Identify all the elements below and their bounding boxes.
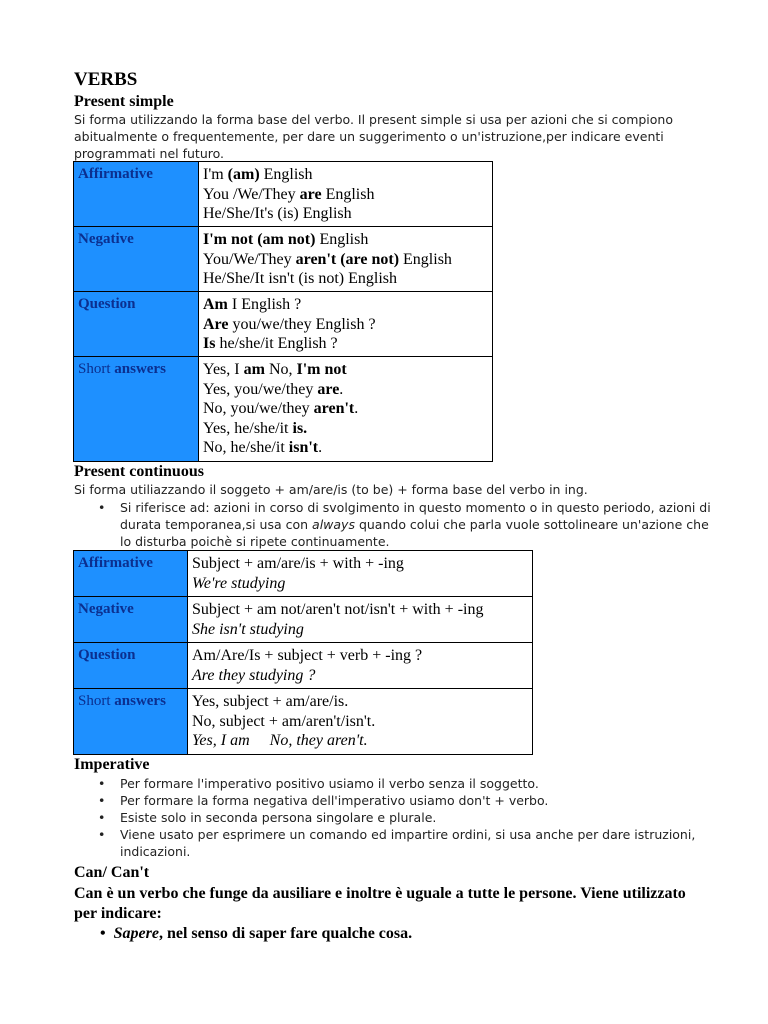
text: Subject + am/are/is + with + -ing bbox=[192, 555, 404, 572]
row-label-question: Question bbox=[74, 292, 199, 357]
page-title: VERBS bbox=[74, 69, 138, 90]
text: is. bbox=[292, 419, 308, 437]
text: Yes, I bbox=[203, 361, 244, 378]
can-bullet bbox=[100, 924, 412, 944]
row-label-question: Question bbox=[74, 643, 188, 689]
row-value-question bbox=[199, 292, 493, 357]
row-value-question bbox=[188, 643, 533, 689]
list-item bbox=[74, 809, 714, 826]
text: Subject + am not/aren't not/isn't + with + -ing bbox=[192, 601, 484, 618]
present-simple-heading: Present simple bbox=[74, 93, 174, 110]
text: answers bbox=[114, 361, 166, 377]
bullet-icon: • bbox=[98, 827, 106, 842]
table-row bbox=[74, 357, 493, 462]
text: Are they studying ? bbox=[192, 666, 316, 684]
text: Yes, you/we/they bbox=[203, 380, 318, 398]
text: Am/Are/Is + subject + verb + -ing ? bbox=[192, 647, 423, 664]
imperative-heading: Imperative bbox=[74, 756, 150, 773]
text: Viene usato per esprimere un comando ed impartire ordini, si usa anche per dare istruzioni, indicazioni. bbox=[120, 827, 696, 859]
row-value-negative bbox=[199, 227, 493, 292]
row-label-short-answers bbox=[74, 689, 188, 755]
text: . bbox=[318, 439, 323, 457]
bullet-icon: • bbox=[98, 810, 106, 825]
table-row bbox=[74, 162, 493, 227]
text: aren't (are not) bbox=[295, 250, 400, 268]
text: Is bbox=[203, 335, 216, 353]
row-label-affirmative: Affirmative bbox=[74, 162, 199, 227]
text: I'm not (am not) bbox=[203, 231, 316, 248]
text: Yes, I am No, they aren't. bbox=[192, 732, 368, 750]
text: English bbox=[315, 231, 369, 248]
row-value-affirmative bbox=[199, 162, 493, 227]
text: English bbox=[399, 250, 452, 268]
text: Esiste solo in seconda persona singolare e plurale. bbox=[120, 810, 437, 825]
table-row bbox=[74, 551, 533, 597]
text: always bbox=[312, 517, 355, 532]
table-row bbox=[74, 689, 533, 755]
text: I'm bbox=[203, 166, 228, 183]
text: English bbox=[321, 185, 375, 203]
text: No, subject + am/aren't/isn't. bbox=[192, 712, 376, 730]
text: You /We/They bbox=[203, 185, 300, 203]
text: Sapere bbox=[113, 925, 159, 942]
list-item bbox=[74, 792, 714, 809]
text: quando colui che parla vuole sottolineare un'azione che lo disturba poichè si ripete continuamente. bbox=[120, 517, 709, 549]
bullet-icon: • bbox=[100, 925, 106, 942]
text: . bbox=[354, 400, 359, 418]
text: , nel senso di saper fare qualche cosa. bbox=[158, 925, 413, 942]
text: No, bbox=[264, 361, 297, 378]
list-item bbox=[74, 775, 714, 792]
row-value-short-answers bbox=[188, 689, 533, 755]
text: We're studying bbox=[192, 574, 286, 592]
table-row bbox=[74, 597, 533, 643]
present-simple-table bbox=[73, 161, 493, 462]
table-row bbox=[74, 227, 493, 292]
list-item bbox=[74, 826, 714, 860]
text: She isn't studying bbox=[192, 620, 304, 638]
text: You/We/They bbox=[203, 250, 296, 268]
text: Am bbox=[203, 296, 228, 313]
can-heading: Can/ Can't bbox=[74, 864, 150, 881]
text: I English ? bbox=[227, 296, 302, 313]
row-value-negative bbox=[188, 597, 533, 643]
present-simple-intro: Si forma utilizzando la forma base del verbo. Il present simple si usa per azioni che si compiono abitualmente o frequentemente, per dare un suggerimento o un'istruzione,per indicare eventi programmati nel futuro. bbox=[74, 112, 673, 161]
row-label-negative: Negative bbox=[74, 227, 199, 292]
text: Yes, he/she/it bbox=[203, 419, 293, 437]
text: No, you/we/they bbox=[203, 400, 314, 418]
row-label-negative: Negative bbox=[74, 597, 188, 643]
text: I'm not bbox=[296, 361, 347, 378]
text: Per formare la forma negativa dell'imperativo usiamo don't + verbo. bbox=[120, 793, 549, 808]
text: are bbox=[317, 380, 340, 398]
text: No, he/she/it bbox=[203, 439, 289, 457]
row-label-short-answers bbox=[74, 357, 199, 462]
bullet-icon: • bbox=[98, 500, 106, 515]
row-value-affirmative bbox=[188, 551, 533, 597]
text: Si riferisce ad: azioni in corso di svolgimento in questo momento o in questo periodo, azioni di durata temporanea,si usa con bbox=[120, 500, 711, 532]
can-intro: Can è un verbo che funge da ausiliare e inoltre è uguale a tutte le persone. Viene utilizzato per indicare: bbox=[74, 885, 686, 922]
text: Per formare l'imperativo positivo usiamo il verbo senza il soggetto. bbox=[120, 776, 539, 791]
text: (am) bbox=[227, 166, 260, 183]
text: he/she/it English ? bbox=[215, 335, 338, 353]
bullet-icon: • bbox=[98, 776, 106, 791]
table-row bbox=[74, 292, 493, 357]
table-row bbox=[74, 643, 533, 689]
text: you/we/they English ? bbox=[228, 315, 376, 333]
bullet-icon: • bbox=[98, 793, 106, 808]
row-label-affirmative: Affirmative bbox=[74, 551, 188, 597]
text: answers bbox=[114, 693, 166, 709]
text: He/She/It's (is) English bbox=[203, 205, 352, 223]
present-continuous-intro: Si forma utiliazzando il soggeto + am/are/is (to be) + forma base del verbo in ing. bbox=[74, 482, 588, 497]
text: Short bbox=[78, 693, 115, 709]
row-value-short-answers bbox=[199, 357, 493, 462]
text: aren't bbox=[313, 400, 355, 418]
list-item bbox=[74, 499, 714, 550]
imperative-bullets bbox=[74, 775, 714, 860]
present-continuous-bullets bbox=[74, 499, 714, 550]
present-continuous-table bbox=[73, 550, 533, 755]
text: Yes, subject + am/are/is. bbox=[192, 693, 349, 710]
present-continuous-heading: Present continuous bbox=[74, 463, 204, 480]
text: Short bbox=[78, 361, 115, 377]
text: He/She/It isn't (is not) English bbox=[203, 270, 397, 288]
text: isn't bbox=[288, 439, 319, 457]
text: are bbox=[299, 185, 322, 203]
text: am bbox=[243, 361, 265, 378]
text: English bbox=[259, 166, 313, 183]
text: Are bbox=[203, 315, 229, 333]
text: . bbox=[339, 380, 344, 398]
